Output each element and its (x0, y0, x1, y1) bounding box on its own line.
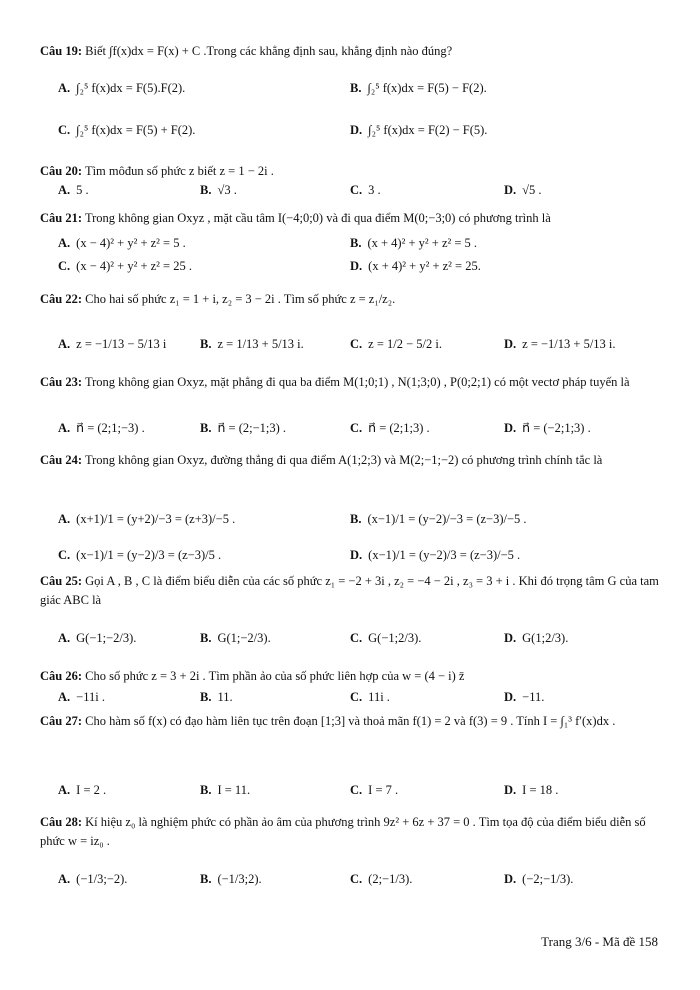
option-c: C. 3 . (350, 183, 381, 197)
option-a: A. −11i . (58, 690, 105, 704)
option-b: B. (x + 4)² + y² + z² = 5 . (350, 236, 478, 250)
option-c: C. ∫₂⁵ f(x)dx = F(5) + F(2). (58, 123, 196, 137)
question-text: Biết ∫f(x)dx = F(x) + C .Trong các khẳng định sau, khẳng định nào đúng? (85, 44, 453, 58)
question-23 (40, 373, 662, 435)
option-d: D. √5 . (504, 183, 542, 197)
option-d: D. z = −1/13 + 5/13 i. (504, 337, 616, 351)
option-a: A. 5 . (58, 183, 89, 197)
question-text: Trong không gian Oxyz , mặt cầu tâm I(−4;0;0) và đi qua điểm M(0;−3;0) có phương trình là (84, 211, 551, 225)
question-label: Câu 20: (40, 164, 83, 178)
option-d: D. n⃗ = (−2;1;3) . (504, 421, 591, 435)
option-a: A. ∫₂⁵ f(x)dx = F(5).F(2). (58, 81, 186, 95)
option-c: C. (x−1)/1 = (y−2)/3 = (z−3)/5 . (58, 548, 222, 562)
question-label: Câu 21: (40, 211, 83, 225)
option-a: A. G(−1;−2/3). (58, 631, 137, 645)
question-26 (40, 667, 662, 704)
option-a: A. (x − 4)² + y² + z² = 5 . (58, 236, 186, 250)
option-b: B. n⃗ = (2;−1;3) . (200, 421, 287, 435)
question-label: Câu 26: (40, 669, 83, 683)
option-b: B. √3 . (200, 183, 237, 197)
page-footer: Trang 3/6 - Mã đề 158 (541, 934, 658, 949)
question-22 (40, 290, 662, 351)
option-a: A. (x+1)/1 = (y+2)/−3 = (z+3)/−5 . (58, 512, 236, 526)
question-24 (40, 451, 662, 562)
question-20 (40, 162, 662, 197)
question-label: Câu 27: (40, 714, 83, 728)
option-d: D. −11. (504, 690, 545, 704)
question-text: Trong không gian Oxyz, mặt phẳng đi qua ba điểm M(1;0;1) , N(1;3;0) , P(0;2;1) có một vectơ pháp tuyến là (84, 375, 630, 389)
option-d: D. (x + 4)² + y² + z² = 25. (350, 259, 481, 273)
question-27 (40, 712, 662, 797)
option-c: C. (x − 4)² + y² + z² = 25 . (58, 259, 192, 273)
option-a: A. n⃗ = (2;1;−3) . (58, 421, 145, 435)
option-a: A. (−1/3;−2). (58, 872, 128, 886)
option-c: C. 11i . (350, 690, 390, 704)
option-b: B. I = 11. (200, 783, 251, 797)
option-b: B. (x−1)/1 = (y−2)/−3 = (z−3)/−5 . (350, 512, 527, 526)
option-d: D. (x−1)/1 = (y−2)/3 = (z−3)/−5 . (350, 548, 521, 562)
question-25 (40, 572, 662, 645)
option-c: C. z = 1/2 − 5/2 i. (350, 337, 442, 351)
option-b: B. 11. (200, 690, 233, 704)
question-label: Câu 22: (40, 292, 83, 306)
option-b: B. ∫₂⁵ f(x)dx = F(5) − F(2). (350, 81, 487, 95)
question-label: Câu 23: (40, 375, 83, 389)
question-label: Câu 19: (40, 44, 83, 58)
option-b: B. G(1;−2/3). (200, 631, 271, 645)
question-label: Câu 28: (40, 815, 83, 829)
question-28 (40, 813, 662, 886)
question-21 (40, 209, 662, 273)
question-label: Câu 24: (40, 453, 83, 467)
option-b: B. (−1/3;2). (200, 872, 262, 886)
question-text: Cho hàm số f(x) có đạo hàm liên tục trên đoạn [1;3] và thoả mãn f(1) = 2 và f(3) = 9 . Tính I = ∫₁³ f′(x)dx . (85, 714, 616, 728)
question-19 (40, 42, 662, 137)
option-c: C. I = 7 . (350, 783, 399, 797)
question-text: Cho số phức z = 3 + 2i . Tìm phần ảo của số phức liên hợp của w = (4 − i) z̄ (85, 669, 465, 683)
option-d: D. ∫₂⁵ f(x)dx = F(2) − F(5). (350, 123, 488, 137)
option-c: C. (2;−1/3). (350, 872, 413, 886)
question-text: Gọi A , B , C là điểm biểu diễn của các số phức z₁ = −2 + 3i , z₂ = −4 − 2i , z₃ = 3 + i . Khi đó trọng tâm G của tam giác ABC là (40, 574, 659, 607)
option-c: C. G(−1;2/3). (350, 631, 422, 645)
question-text: Cho hai số phức z₁ = 1 + i, z₂ = 3 − 2i . Tìm số phức z = z₁/z₂. (85, 292, 396, 306)
question-text: Trong không gian Oxyz, đường thẳng đi qua điểm A(1;2;3) và M(2;−1;−2) có phương trình chính tắc là (84, 453, 603, 467)
option-a: A. z = −1/13 − 5/13 i (58, 337, 167, 351)
option-d: D. G(1;2/3). (504, 631, 569, 645)
option-a: A. I = 2 . (58, 783, 107, 797)
question-text: Tìm môđun số phức z biết z = 1 − 2i . (84, 164, 274, 178)
option-c: C. n⃗ = (2;1;3) . (350, 421, 430, 435)
option-d: D. I = 18 . (504, 783, 559, 797)
option-d: D. (−2;−1/3). (504, 872, 574, 886)
question-text: Kí hiệu z₀ là nghiệm phức có phần ảo âm của phương trình 9z² + 6z + 37 = 0 . Tìm tọa độ của điểm biểu diễn số phức w = iz₀ . (40, 815, 646, 848)
question-label: Câu 25: (40, 574, 83, 588)
option-b: B. z = 1/13 + 5/13 i. (200, 337, 304, 351)
